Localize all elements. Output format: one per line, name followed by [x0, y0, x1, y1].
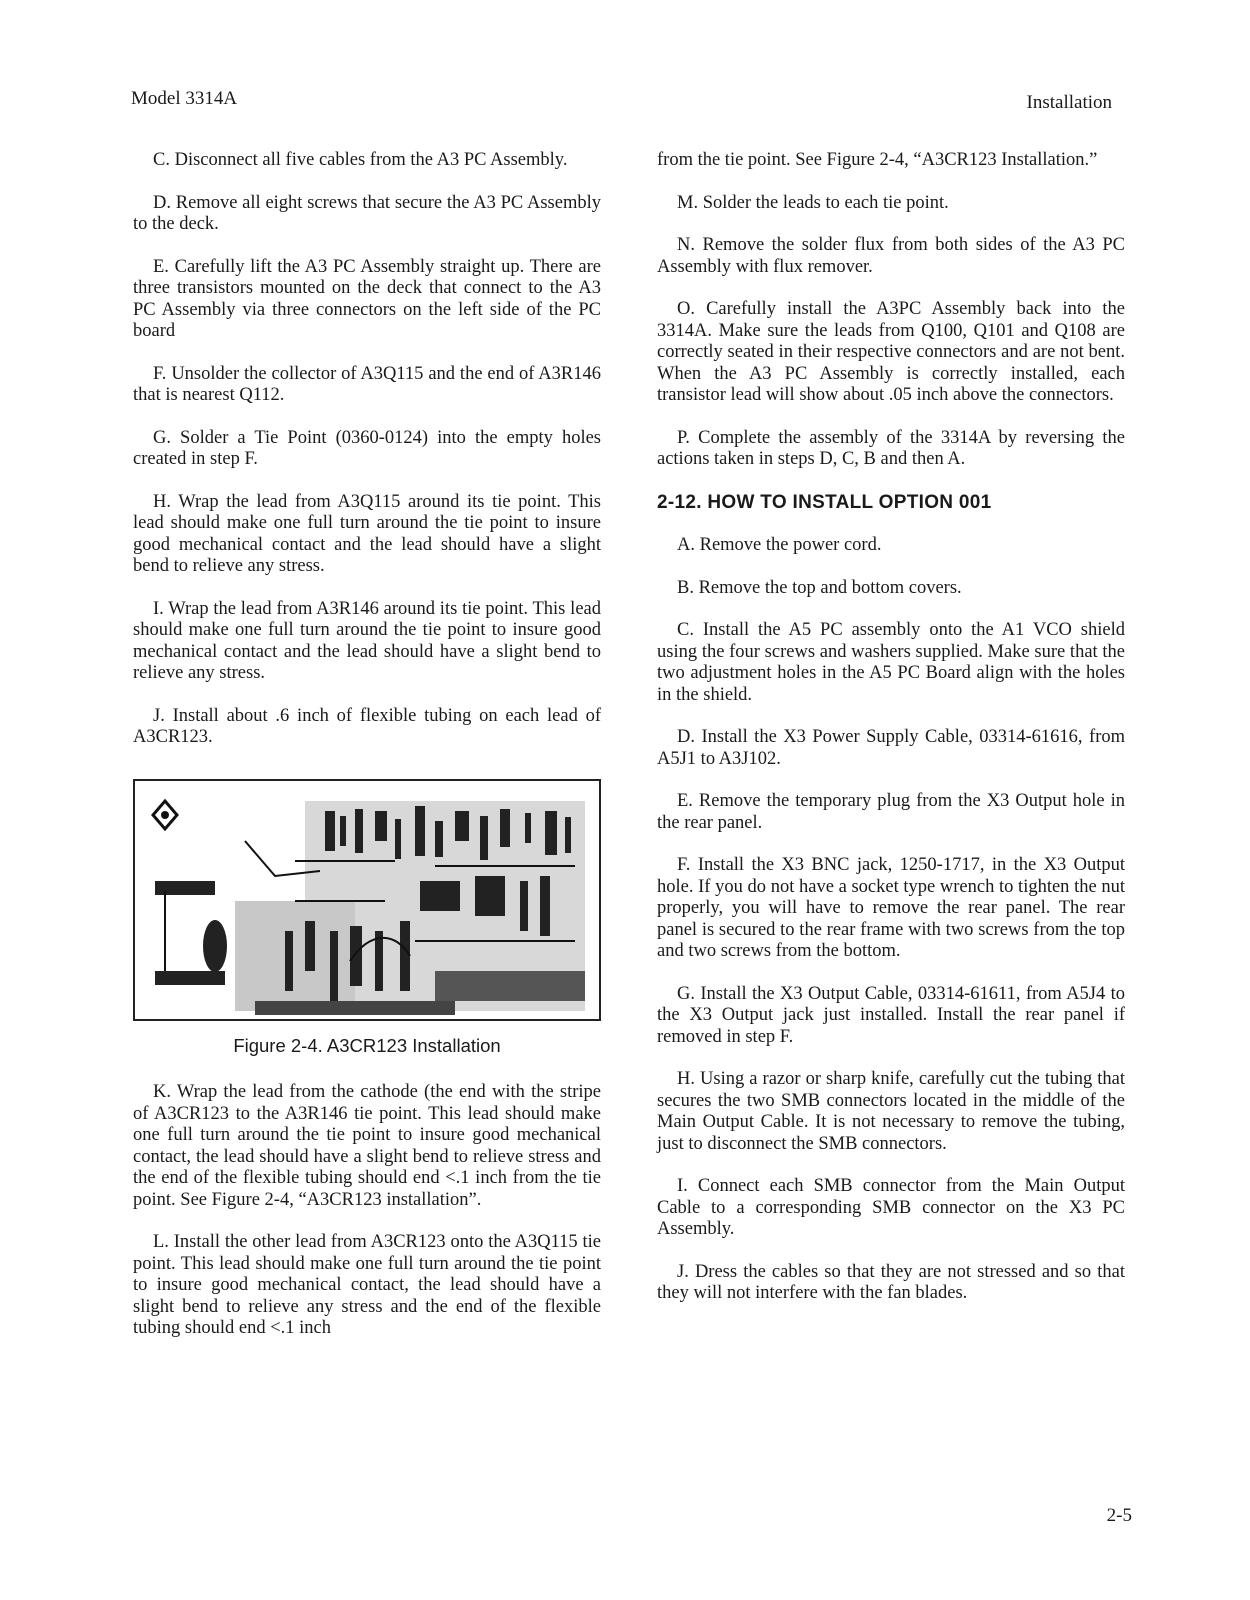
option-step-g: G. Install the X3 Output Cable, 03314-61611, from A5J4 to the X3 Output jack just installed. Install the rear panel if removed in step F. [657, 983, 1125, 1047]
section-heading: 2-12. HOW TO INSTALL OPTION 001 [657, 491, 992, 513]
step-k: K. Wrap the lead from the cathode (the end with the stripe of A3CR123 to the A3R146 tie point. This lead should make one full turn around the tie point to insure good mechanical contact, the lead should have a slight bend to relieve stress and the end of the flexible tubing should end <.1 inch from the tie point. See Figure 2-4, “A3CR123 installation”. [133, 1082, 601, 1210]
option-step-f: F. Install the X3 BNC jack, 1250-1717, in the X3 Output hole. If you do not have a socket type wrench to tighten the nut properly, you will have to remove the rear panel. The rear panel is secured to the rear frame with two screws from the top and two screws from the bottom. [657, 855, 1125, 961]
left-column [133, 150, 601, 1361]
figure-caption: Figure 2-4. A3CR123 Installation [233, 1034, 501, 1056]
step-h: H. Wrap the lead from A3Q115 around its tie point. This lead should make one full turn around the tie point to insure good mechanical contact and the lead should have a slight bend to relieve any stress. [133, 491, 601, 576]
page-number: 2-5 [1106, 1505, 1132, 1526]
step-e: E. Carefully lift the A3 PC Assembly straight up. There are three transistors mounted on the deck that connect to the A3 PC Assembly via three connectors on the left side of the PC board [133, 256, 601, 341]
step-i: I. Wrap the lead from A3R146 around its tie point. This lead should make one full turn around the tie point to insure good mechanical contact and the lead should have a slight bend to relieve any stress. [133, 598, 601, 683]
option-step-b: B. Remove the top and bottom covers. [677, 577, 962, 598]
figure-pc-board-photo [133, 779, 601, 1021]
option-step-c: C. Install the A5 PC assembly onto the A1 VCO shield using the four screws and washers supplied. Make sure that the two adjustment holes in the A5 PC Board align with the holes in the shield. [657, 620, 1125, 705]
step-l: L. Install the other lead from A3CR123 onto the A3Q115 tie point. This lead should make one full turn around the tie point to insure good mechanical contact, the lead should have a slight bend to relieve any stress and the end of the flexible tubing should end <.1 inch [133, 1232, 601, 1338]
step-j: J. Install about .6 inch of flexible tubing on each lead of A3CR123. [133, 705, 601, 747]
right-column [657, 150, 1125, 1326]
option-step-a: A. Remove the power cord. [677, 535, 882, 555]
step-g: G. Solder a Tie Point (0360-0124) into the empty holes created in step F. [133, 427, 601, 469]
step-d: D. Remove all eight screws that secure the A3 PC Assembly to the deck. [133, 192, 601, 234]
pc-board-illustration [135, 781, 599, 1019]
running-header-section: Installation [1026, 92, 1112, 113]
option-step-j: J. Dress the cables so that they are not stressed and so that they will not interfere with the fan blades. [657, 1261, 1125, 1303]
running-header-model: Model 3314A [131, 88, 238, 109]
step-p: P. Complete the assembly of the 3314A by reversing the actions taken in steps D, C, B and then A. [657, 427, 1125, 469]
step-n: N. Remove the solder flux from both sides of the A3 PC Assembly with flux remover. [657, 235, 1125, 277]
option-step-e: E. Remove the temporary plug from the X3 Output hole in the rear panel. [657, 791, 1125, 833]
step-c: C. Disconnect all five cables from the A3 PC Assembly. [153, 150, 568, 170]
step-l-continuation: from the tie point. See Figure 2-4, “A3CR123 Installation.” [657, 150, 1098, 170]
option-step-i: I. Connect each SMB connector from the Main Output Cable to a corresponding SMB connector on the X3 PC Assembly. [657, 1176, 1125, 1239]
option-step-h: H. Using a razor or sharp knife, carefully cut the tubing that secures the two SMB connectors located in the middle of the Main Output Cable. It is not necessary to remove the tubing, just to disconnect the SMB connectors. [657, 1069, 1125, 1154]
step-f: F. Unsolder the collector of A3Q115 and the end of A3R146 that is nearest Q112. [133, 363, 601, 405]
step-m: M. Solder the leads to each tie point. [677, 192, 949, 213]
step-o: O. Carefully install the A3PC Assembly back into the 3314A. Make sure the leads from Q100, Q101 and Q108 are correctly seated in their respective connectors and are not bent. When the A3 PC Assembly is correctly installed, each transistor lead will show about .05 inch above the connectors. [657, 299, 1125, 405]
option-step-d: D. Install the X3 Power Supply Cable, 03314-61616, from A5J1 to A3J102. [657, 727, 1125, 769]
